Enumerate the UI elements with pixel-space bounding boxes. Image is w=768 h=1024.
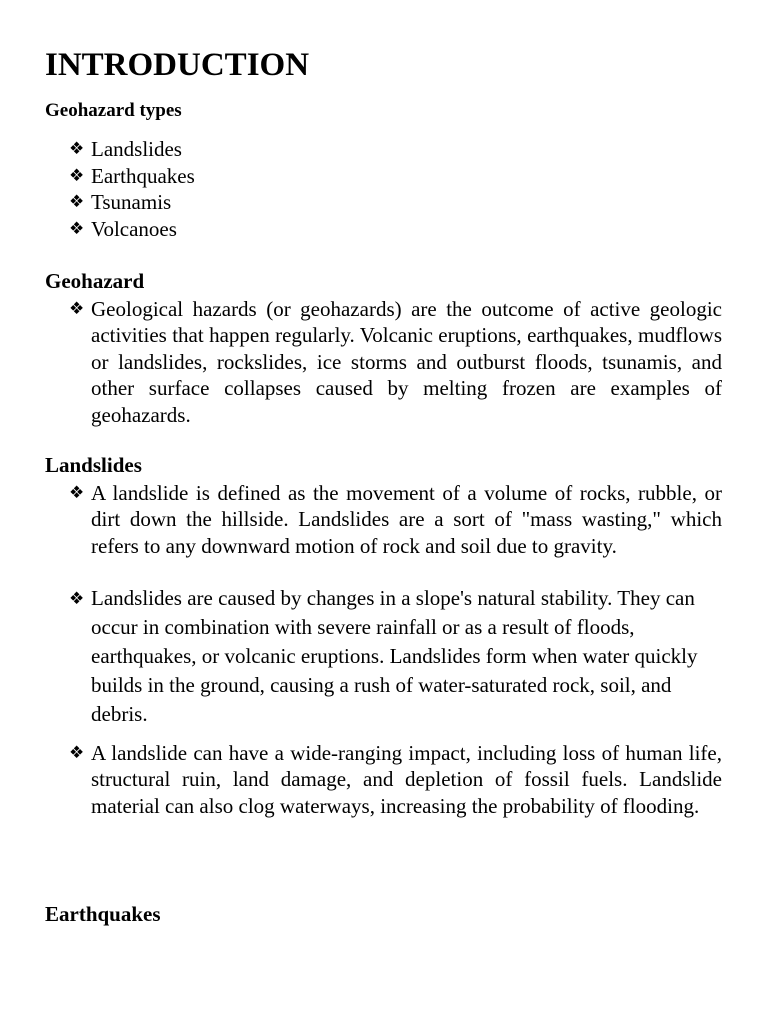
list-item-text: Landslides [91, 137, 182, 161]
section-subtitle-geohazard-types: Geohazard types [45, 100, 182, 121]
paragraph-text: Landslides are caused by changes in a slope's natural stability. They can occur in combination with severe rainfall or as a result of floods, earthquakes, or volcanic eruptions. Landslides form when water quickly builds in the ground, causing a rush of water-saturated rock, soil, and debris. [91, 586, 698, 726]
list-item-text: Volcanoes [91, 216, 177, 241]
heading-geohazard: Geohazard [45, 269, 145, 293]
landslides-paragraph-list-2 [69, 584, 722, 729]
geohazard-types-list [69, 136, 195, 242]
diamond-bullet-icon: ❖ [69, 589, 85, 608]
paragraph-text: Geological hazards (or geohazards) are the outcome of active geologic activities that happen regularly. Volcanic eruptions, earthquakes, mudflows or landslides, rockslides, ice storms and outburst floods, tsunamis, and other surface collapses caused by melting frozen are examples of geohazards. [91, 297, 722, 427]
landslides-paragraph-list-1 [69, 480, 722, 559]
list-item [69, 584, 722, 729]
landslides-paragraph-list-3 [69, 740, 722, 819]
diamond-bullet-icon: ❖ [69, 192, 85, 211]
list-item [69, 480, 722, 559]
paragraph-text: A landslide can have a wide-ranging impact, including loss of human life, structural ruin, land damage, and depletion of fossil fuels. Landslide material can also clog waterways, increasing the probability of flooding. [91, 741, 722, 818]
diamond-bullet-icon: ❖ [69, 743, 85, 762]
diamond-bullet-icon: ❖ [69, 218, 85, 238]
list-item [69, 136, 195, 163]
diamond-bullet-icon: ❖ [69, 139, 85, 158]
heading-landslides: Landslides [45, 453, 142, 477]
list-item-text: Tsunamis [91, 190, 172, 214]
list-item [69, 163, 195, 190]
diamond-bullet-icon: ❖ [69, 165, 85, 185]
geohazard-paragraph-list [69, 296, 722, 428]
diamond-bullet-icon: ❖ [69, 483, 85, 502]
page-title: INTRODUCTION [45, 47, 310, 83]
list-item [69, 189, 195, 216]
diamond-bullet-icon: ❖ [69, 299, 85, 318]
paragraph-text: A landslide is defined as the movement of a volume of rocks, rubble, or dirt down the hillside. Landslides are a sort of "mass wasting," which refers to any downward motion of rock and soil due to gravity. [91, 481, 722, 558]
list-item-text: Earthquakes [91, 163, 195, 188]
list-item [69, 740, 722, 819]
list-item [69, 296, 722, 428]
heading-earthquakes: Earthquakes [45, 902, 161, 926]
list-item [69, 216, 195, 243]
